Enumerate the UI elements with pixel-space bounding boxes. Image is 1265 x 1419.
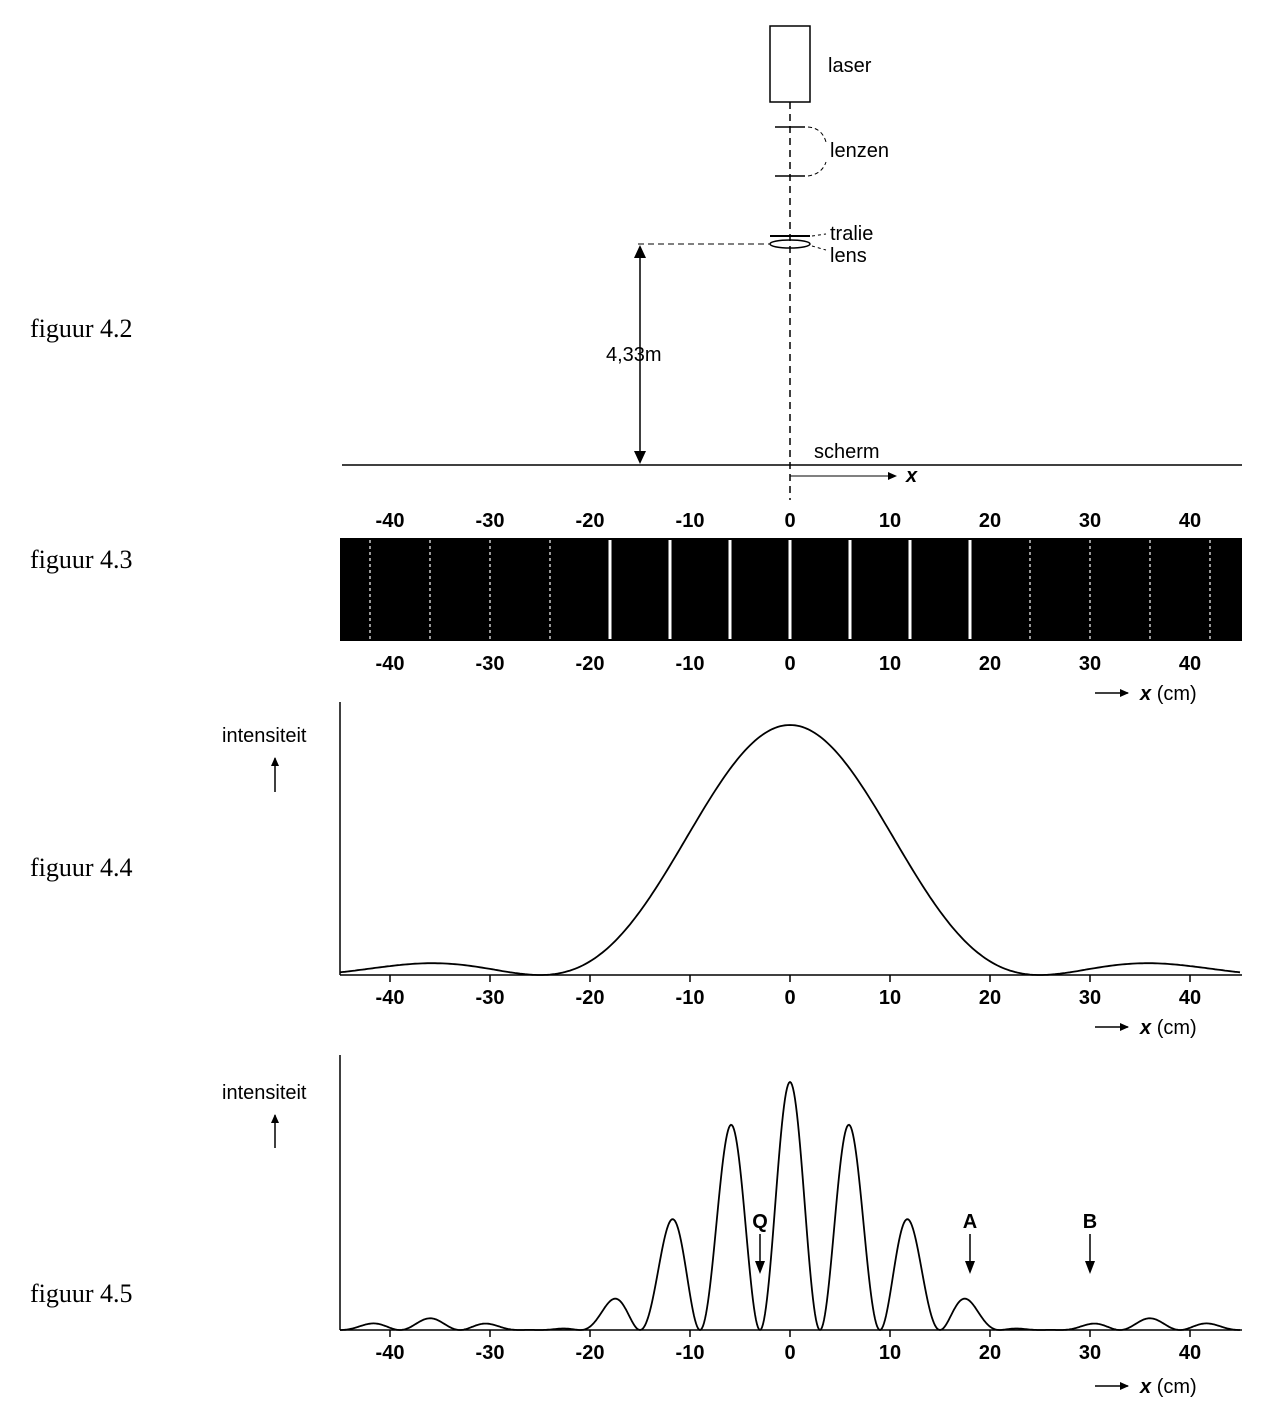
fig45-ylabel: intensiteit <box>222 1082 307 1104</box>
fig45-intensity-curve <box>340 1082 1240 1330</box>
fig44-x-axis-label <box>1095 1017 1197 1039</box>
x-direction-label: x <box>906 465 918 487</box>
fig44-intensity-curve <box>340 725 1240 975</box>
fig44-tick-label: 20 <box>978 987 1002 1009</box>
fig44-tick-label: -30 <box>475 987 505 1009</box>
fig43-xlabel: x (cm) <box>1140 683 1197 705</box>
tralie-label: tralie <box>830 223 874 245</box>
fig43-top-tick-label: 10 <box>878 510 902 532</box>
fig45-tick-label: -10 <box>675 1342 705 1364</box>
fig43-top-tick-label: -10 <box>675 510 705 532</box>
interference-pattern <box>340 510 1242 705</box>
fig43-bottom-tick-label: -40 <box>375 653 405 675</box>
fig43-top-tick-label: 40 <box>1178 510 1202 532</box>
fig44-tick-label: -20 <box>575 987 605 1009</box>
fig45-xlabel: x (cm) <box>1140 1376 1197 1398</box>
fig43-top-tick-label: -40 <box>375 510 405 532</box>
marker-arrowhead-b <box>1085 1261 1095 1274</box>
fig43-bottom-tick-label: -20 <box>575 653 605 675</box>
tralie-leader <box>812 234 826 236</box>
fig45-tick-label: 0 <box>784 1342 796 1364</box>
fig43-top-tick-label: -30 <box>475 510 505 532</box>
lenzen-leader-1 <box>808 127 826 142</box>
distance-arrowhead-bottom <box>634 451 646 464</box>
scherm-label: scherm <box>814 441 880 463</box>
distance-arrowhead-top <box>634 245 646 258</box>
lenzen-label: lenzen <box>830 140 889 162</box>
fig43-top-tick-label: 30 <box>1078 510 1102 532</box>
fig44-tick-label: 30 <box>1078 987 1102 1009</box>
fig44-ylabel: intensiteit <box>222 725 307 747</box>
fig43-bottom-tick-label: 10 <box>878 653 902 675</box>
fig45-tick-label: 10 <box>878 1342 902 1364</box>
caption-figuur-4-5: figuur 4.5 <box>30 1279 133 1308</box>
fig43-bottom-tick-label: -30 <box>475 653 505 675</box>
fig45-tick-label: 40 <box>1178 1342 1202 1364</box>
fig43-top-tick-label: 20 <box>978 510 1002 532</box>
caption-figuur-4-3: figuur 4.3 <box>30 545 133 574</box>
fig44-tick-label: -10 <box>675 987 705 1009</box>
setup-diagram <box>342 26 1242 500</box>
bottom-tick-labels <box>376 653 1202 675</box>
fig43-bottom-tick-label: -10 <box>675 653 705 675</box>
fig44-tick-label: 40 <box>1178 987 1202 1009</box>
fig45-x-axis-label <box>1095 1376 1197 1398</box>
lens-label: lens <box>830 245 867 267</box>
lens-leader <box>812 246 826 250</box>
chart-figuur-4-5 <box>222 1055 1242 1398</box>
fig43-bottom-tick-label: 30 <box>1078 653 1102 675</box>
fig43-top-tick-label: -20 <box>575 510 605 532</box>
fig44-tick-label: 0 <box>784 987 796 1009</box>
fig45-tick-label: 20 <box>978 1342 1002 1364</box>
fig44-tick-label: -40 <box>375 987 405 1009</box>
fig43-bottom-tick-label: 40 <box>1178 653 1202 675</box>
fig44-xlabel: x (cm) <box>1140 1017 1197 1039</box>
fig44-ticks <box>376 975 1202 1009</box>
laser-label: laser <box>828 55 872 77</box>
caption-figuur-4-4: figuur 4.4 <box>30 853 133 882</box>
caption-figuur-4-2: figuur 4.2 <box>30 314 133 343</box>
fig45-ticks <box>376 1330 1202 1364</box>
fig44-tick-label: 10 <box>878 987 902 1009</box>
lenzen-leader-2 <box>808 162 826 176</box>
fig43-bottom-tick-label: 0 <box>784 653 796 675</box>
fig45-tick-label: -30 <box>475 1342 505 1364</box>
fig43-bottom-tick-label: 20 <box>978 653 1002 675</box>
distance-label: 4,33m <box>606 344 662 366</box>
fig45-markers <box>752 1211 1097 1274</box>
fig45-tick-label: 30 <box>1078 1342 1102 1364</box>
top-tick-labels <box>376 510 1202 532</box>
marker-arrowhead-a <box>965 1261 975 1274</box>
marker-label-q: Q <box>752 1211 768 1233</box>
marker-label-b: B <box>1082 1211 1098 1233</box>
fig45-tick-label: -20 <box>575 1342 605 1364</box>
laser-box <box>770 26 810 102</box>
fig43-x-axis-label <box>1095 683 1197 705</box>
fig43-top-tick-label: 0 <box>784 510 796 532</box>
fig45-tick-label: -40 <box>375 1342 405 1364</box>
marker-arrowhead-q <box>755 1261 765 1274</box>
marker-label-a: A <box>962 1211 978 1233</box>
chart-figuur-4-4 <box>222 702 1242 1039</box>
